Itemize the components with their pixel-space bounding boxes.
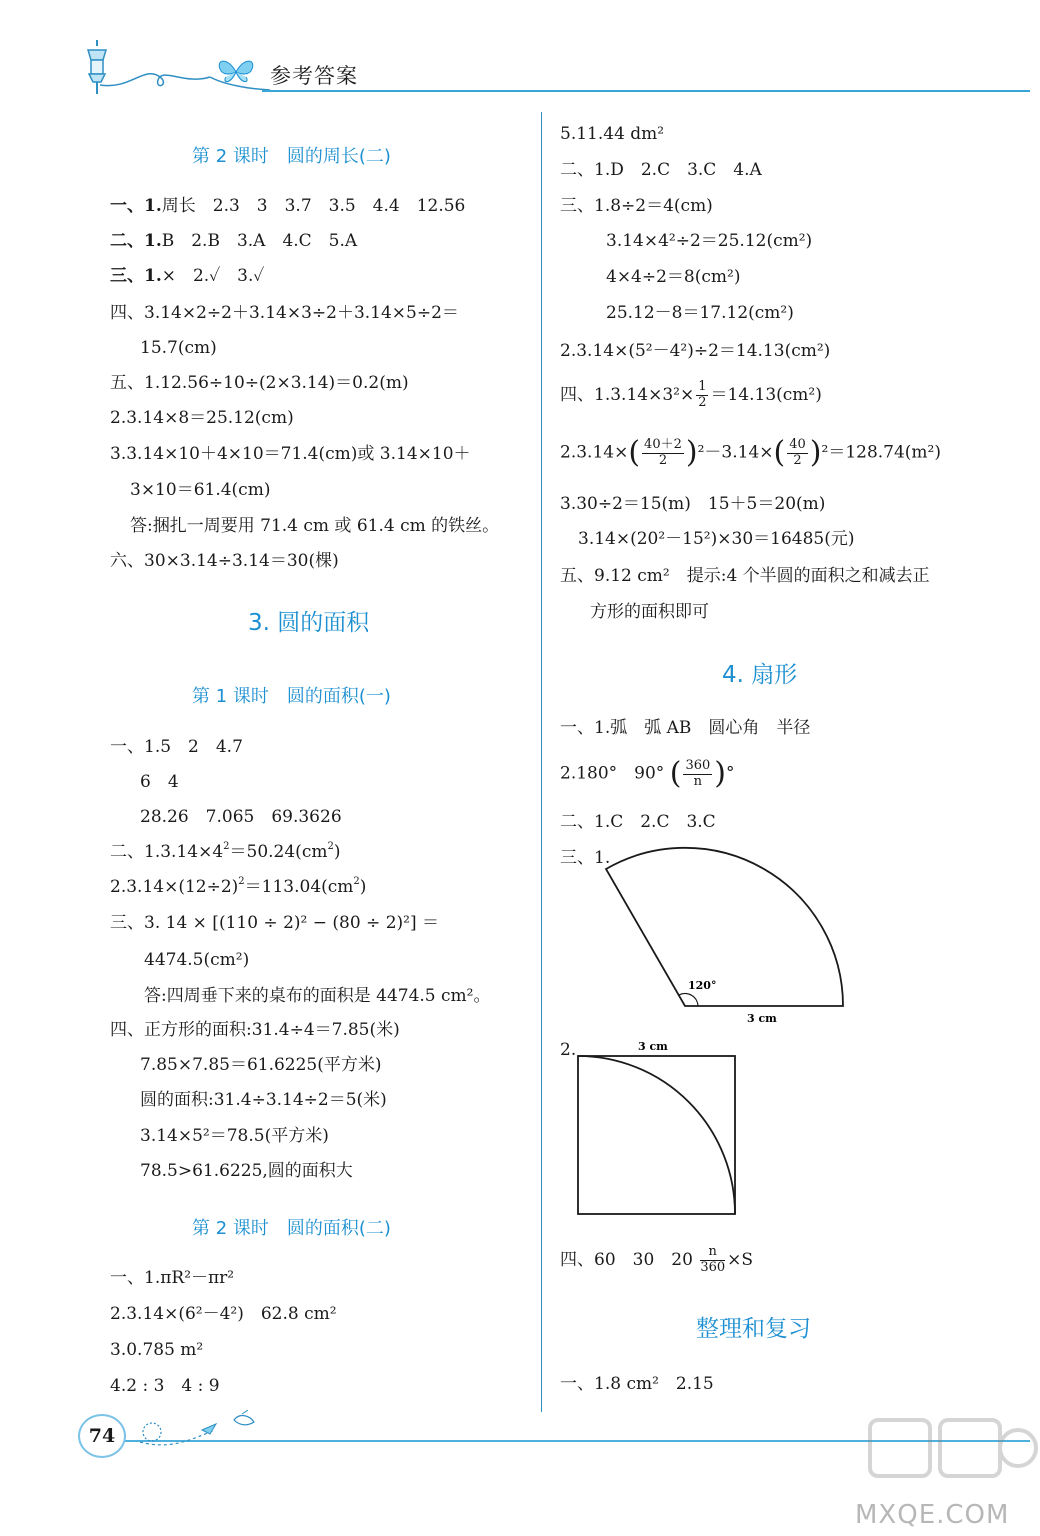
answer-line: 五、9.12 cm² 提示:4 个半圆的面积之和减去正	[560, 566, 930, 586]
length-label: 3 cm	[747, 1012, 777, 1025]
sector-figure	[600, 838, 860, 1028]
lesson-title: 第 1 课时 圆的面积(一)	[192, 686, 391, 707]
answer-line: $2.3.14\times(12\div 2)^2=113.04(cm^2)$	[110, 876, 367, 897]
answer-text: 周长 2.3 3 3.7 3.5 4.4 12.56	[161, 196, 466, 216]
unit-title: 4. 扇形	[722, 662, 798, 688]
answer-line	[110, 231, 357, 251]
answer-line: 2.180° 90° ( $\frac{360}{n}$ )°	[560, 756, 735, 791]
answer-line: 二、$1.3.14\times 4^2=50.24(cm^2)$	[110, 841, 341, 862]
page-header-title: 参考答案	[270, 64, 358, 88]
answer-line: 答:四周垂下来的桌布的面积是 4474.5 cm²。	[144, 986, 491, 1006]
answer-line: 28.26 7.065 69.3626	[140, 807, 342, 827]
answer-line: 四、1.3.14×3²× $\frac{1}{2}$ ＝14.13(cm²)	[560, 379, 822, 410]
answer-line: 三、1.8÷2＝4(cm)	[560, 196, 713, 216]
answer-line: 一、1.πR²－πr²	[110, 1268, 235, 1288]
answer-line: 4.2 : 3 4 : 9	[110, 1376, 220, 1396]
answer-line: 3.14×(20²－15²)×30＝16485(元)	[578, 529, 855, 549]
unit-title: 3. 圆的面积	[248, 610, 370, 636]
angle-label: 120°	[688, 979, 717, 992]
answer-line: 2.	[560, 1040, 577, 1060]
answer-line: 78.5>61.6225,圆的面积大	[140, 1161, 353, 1181]
answer-line: 方形的面积即可	[590, 602, 709, 622]
answer-line: 3.0.785 m²	[110, 1340, 204, 1360]
answer-line: 四、60 30 20 $\frac{n}{360}$ ×S	[560, 1244, 754, 1275]
answer-line: 2.3.14×(6²－4²) 62.8 cm²	[110, 1304, 337, 1324]
answer-line: 3.14×5²＝78.5(平方米)	[140, 1126, 329, 1146]
page-header	[0, 0, 1040, 110]
answer-line: 五、1.12.56÷10÷(2×3.14)＝0.2(m)	[110, 373, 409, 393]
answer-line: 答:捆扎一周要用 71.4 cm 或 61.4 cm 的铁丝。	[130, 516, 500, 536]
answer-line: 4×4÷2＝8(cm²)	[606, 267, 741, 287]
answer-line: 3.30÷2＝15(m) 15＋5＝20(m)	[560, 494, 826, 514]
item-number: 二、1.	[110, 231, 162, 251]
answer-line: 3×10＝61.4(cm)	[130, 480, 271, 500]
fraction: $\frac{360}{n}$	[685, 757, 711, 789]
answer-line: 圆的面积:31.4÷3.14÷2＝5(米)	[140, 1090, 387, 1110]
answer-line: 一、1.5 2 4.7	[110, 737, 243, 757]
answer-line: 一、1.弧 弧 AB 圆心角 半径	[560, 718, 811, 738]
answer-line	[110, 266, 264, 286]
answer-line: 6 4	[140, 772, 179, 792]
answer-line: 3.3.14×10＋4×10＝71.4(cm)或 3.14×10＋	[110, 444, 471, 464]
answer-text: B 2.B 3.A 4.C 5.A	[161, 231, 358, 251]
fraction: $\frac{n}{360}$	[700, 1244, 726, 1275]
answer-line: 4474.5(cm²)	[144, 950, 250, 970]
answer-line: 2.3.14×8＝25.12(cm)	[110, 408, 294, 428]
item-number: 一、1.	[110, 196, 162, 216]
answer-text: × 2.✓ 3.✓	[161, 266, 265, 286]
answer-line: 三、1.	[560, 848, 611, 868]
answer-line	[110, 196, 465, 216]
fraction: $\frac{1}{2}$	[698, 379, 707, 410]
answer-line: 25.12－8＝17.12(cm²)	[606, 303, 794, 323]
lesson-title: 第 2 课时 圆的周长(二)	[192, 146, 391, 167]
butterfly-icon	[214, 55, 258, 89]
length-label: 3 cm	[638, 1040, 668, 1053]
answer-line: 2.3.14×( $\frac{40+2}{2}$ )²－3.14×( $\frac{40}{2}$ )²＝128.74(m²)	[560, 435, 941, 470]
answer-line: 二、1.C 2.C 3.C	[560, 812, 716, 832]
page-number: 74	[78, 1414, 126, 1458]
square-quarter-circle-figure	[570, 1036, 750, 1222]
header-rule	[262, 90, 1030, 92]
answer-line: 一、1.8 cm² 2.15	[560, 1374, 714, 1394]
answer-line: 15.7(cm)	[140, 338, 217, 358]
item-number: 三、1.	[110, 266, 162, 286]
answer-line: 7.85×7.85＝61.6225(平方米)	[140, 1055, 382, 1075]
bird-decoration-icon	[130, 1410, 270, 1452]
answer-line: 5.11.44 dm²	[560, 124, 665, 144]
watermark-text: MXQE.COM	[855, 1500, 1010, 1530]
answer-line: 三、3. 14 × [(110 ÷ 2)² − (80 ÷ 2)²] ＝	[110, 913, 440, 933]
fraction: $\frac{40+2}{2}$	[644, 436, 682, 468]
fraction: $\frac{40}{2}$	[789, 436, 806, 468]
answer-line: 3.14×4²÷2＝25.12(cm²)	[606, 231, 813, 251]
answer-line: 四、3.14×2÷2＋3.14×3÷2＋3.14×5÷2＝	[110, 303, 459, 323]
answer-line: 2.3.14×(5²－4²)÷2＝14.13(cm²)	[560, 341, 831, 361]
answer-line: 六、30×3.14÷3.14＝30(棵)	[110, 551, 339, 571]
answer-line: 二、1.D 2.C 3.C 4.A	[560, 160, 762, 180]
lesson-title: 第 2 课时 圆的面积(二)	[192, 1218, 391, 1239]
column-divider	[541, 112, 542, 1412]
unit-title: 整理和复习	[696, 1316, 811, 1342]
answer-line: 四、正方形的面积:31.4÷4＝7.85(米)	[110, 1020, 400, 1040]
